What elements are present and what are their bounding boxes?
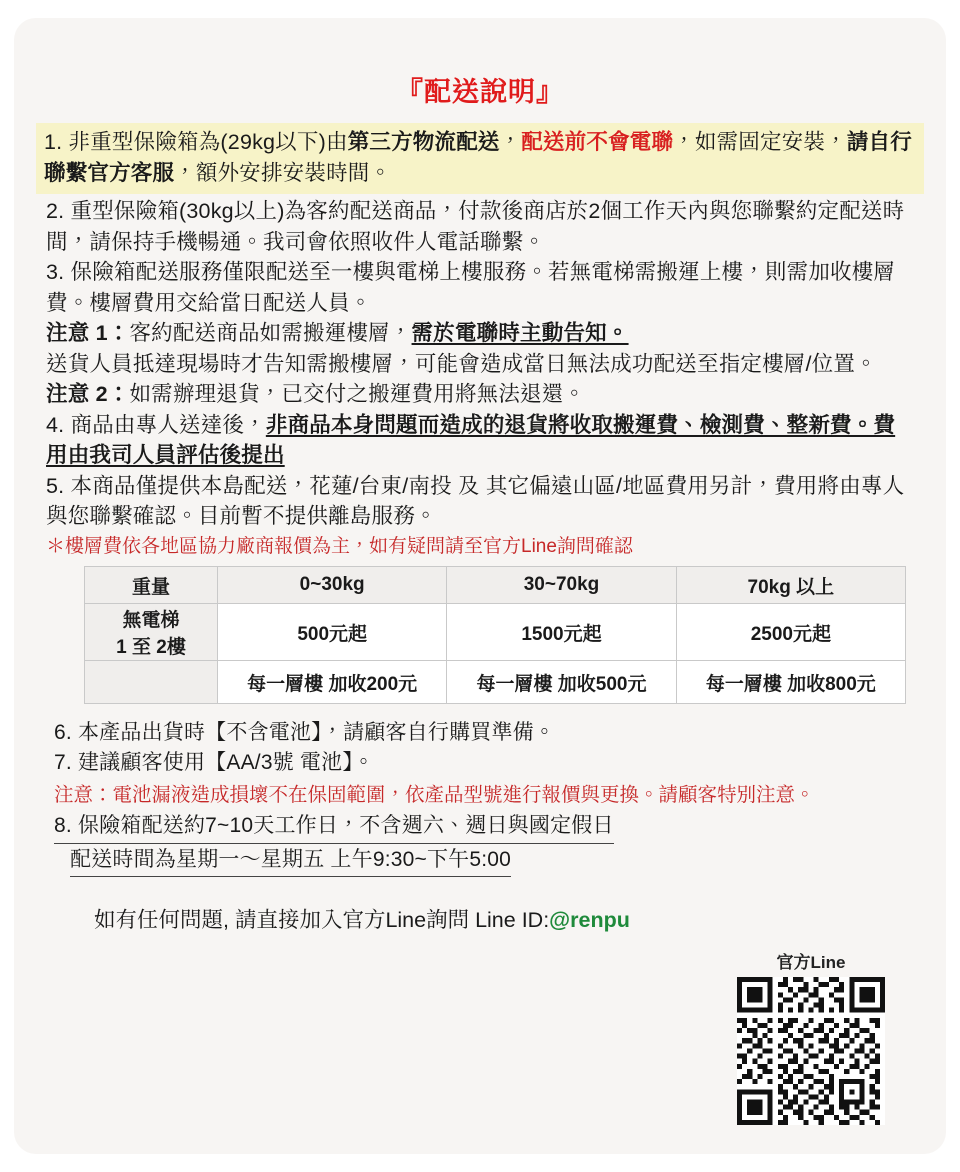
body-items-after-table bbox=[36, 718, 924, 934]
footer-contact-text: 如有任何問題, 請直接加入官方Line詢問 Line ID: bbox=[94, 908, 550, 933]
item-6 bbox=[54, 718, 914, 748]
item-1-part3: ，額外安排安裝時間。 bbox=[174, 160, 392, 185]
item-2 bbox=[46, 196, 914, 257]
note-1-sub: 送貨人員抵達現場時才告知需搬樓層，可能會造成當日無法成功配送至指定樓層/位置。 bbox=[46, 351, 877, 376]
table-header-weight: 重量 bbox=[85, 567, 218, 604]
item-8-number: 8. bbox=[54, 814, 72, 838]
item-3-number: 3. bbox=[46, 260, 65, 285]
item-7-number: 7. bbox=[54, 751, 72, 775]
item-8-main-wrap bbox=[54, 810, 914, 844]
note-2 bbox=[46, 379, 914, 410]
page-title: 『配送說明』 bbox=[396, 77, 564, 107]
table-cell-base-0-30: 500元起 bbox=[218, 604, 447, 661]
item-1-comma: ， bbox=[499, 130, 522, 154]
item-2-text: 重型保險箱(30kg以上)為客約配送商品，付款後商店於2個工作天內與您聯繫約定配送時間，請保持手機暢通。我司會依照收件人電話聯繫。 bbox=[46, 199, 905, 254]
qr-label: 官方Line bbox=[776, 953, 846, 972]
table-row bbox=[85, 661, 906, 704]
qr-code-icon[interactable] bbox=[737, 977, 885, 1125]
item-1-red-no-call: 配送前不會電聯 bbox=[521, 130, 674, 154]
item-5-number: 5. bbox=[46, 473, 65, 498]
body-items bbox=[36, 196, 924, 532]
item-4-text: 商品由專人送達後， bbox=[70, 412, 266, 437]
item-4-emphasis: 非商品本身問題而造成的退貨將收取搬運費、檢測費、整新費。費用由我司人員評估後提出 bbox=[46, 412, 896, 468]
highlighted-item-1 bbox=[36, 123, 924, 194]
table-header-row bbox=[85, 567, 906, 604]
item-1-text bbox=[44, 127, 916, 188]
table-header-70kg-up: 70kg 以上 bbox=[676, 567, 905, 604]
item-4-number: 4. bbox=[46, 412, 65, 437]
floor-fee-note: ＊樓層費依各地區協力廠商報價為主，如有疑問請至官方Line詢問確認 bbox=[46, 535, 633, 557]
item-8-main bbox=[54, 810, 614, 844]
item-1-number: 1. bbox=[44, 130, 63, 154]
row-label-line-2: 1 至 2樓 bbox=[116, 637, 186, 659]
note-1-emphasis: 需於電聯時主動告知。 bbox=[411, 321, 629, 346]
item-8 bbox=[54, 810, 914, 877]
official-line-qr-block bbox=[734, 948, 888, 1130]
battery-warning: 注意：電池漏液造成損壞不在保固範圍，依產品型號進行報價與更換。請顧客特別注意。 bbox=[54, 783, 815, 806]
item-8-sub-wrap bbox=[54, 844, 914, 878]
table-header-0-30kg: 0~30kg bbox=[218, 567, 447, 604]
table-cell-perfloor-70-up: 每一層樓 加收800元 bbox=[676, 661, 905, 704]
item-8-sub: 配送時間為星期一～星期五 上午9:30~下午5:00 bbox=[70, 844, 511, 878]
item-8-text: 保險箱配送約7~10天工作日，不含週六、週日與國定假日 bbox=[77, 814, 614, 838]
table-row-label-no-elevator bbox=[85, 604, 218, 661]
note-2-text: 如需辦理退貨，已交付之搬運費用將無法退還。 bbox=[129, 382, 586, 407]
table-header-30-70kg: 30~70kg bbox=[447, 567, 676, 604]
item-3-text: 保險箱配送服務僅限配送至一樓與電梯上樓服務。若無電梯需搬運上樓，則需加收樓層費。樓層費用交給當日配送人員。 bbox=[46, 260, 896, 315]
item-1-part1: 非重型保險箱為(29kg以下)由 bbox=[68, 130, 348, 154]
table-row bbox=[85, 604, 906, 661]
floor-fee-table bbox=[84, 566, 906, 704]
item-1-bold-contact-service: 請自行聯繫官方客服 bbox=[44, 130, 912, 185]
table-cell-empty bbox=[85, 661, 218, 704]
table-cell-perfloor-0-30: 每一層樓 加收200元 bbox=[218, 661, 447, 704]
item-7 bbox=[54, 748, 914, 778]
footer-contact bbox=[94, 903, 914, 934]
item-5-text: 本商品僅提供本島配送，花蓮/台東/南投 及 其它偏遠山區/地區費用另計，費用將由專人與您聯繫確認。目前暫不提供離島服務。 bbox=[46, 473, 905, 529]
note-2-label: 注意 2： bbox=[46, 382, 130, 407]
table-cell-base-30-70: 1500元起 bbox=[447, 604, 676, 661]
shipping-info-card bbox=[14, 18, 946, 1154]
table-cell-base-70-up: 2500元起 bbox=[676, 604, 905, 661]
item-4 bbox=[46, 410, 914, 471]
line-id[interactable]: @renpu bbox=[549, 908, 630, 933]
note-1 bbox=[46, 318, 914, 349]
item-6-number: 6. bbox=[54, 721, 72, 745]
item-5 bbox=[46, 471, 914, 532]
item-3 bbox=[46, 257, 914, 318]
item-1-part2: ，如需固定安裝， bbox=[673, 130, 847, 154]
item-1-bold-third-party: 第三方物流配送 bbox=[347, 130, 500, 154]
item-6-text: 本產品出貨時【不含電池】，請顧客自行購買準備。 bbox=[77, 721, 556, 745]
item-7-text: 建議顧客使用【AA/3號 電池】。 bbox=[77, 751, 375, 775]
table-cell-perfloor-30-70: 每一層樓 加收500元 bbox=[447, 661, 676, 704]
row-label-line-1: 無電梯 bbox=[122, 610, 180, 632]
item-2-number: 2. bbox=[46, 199, 65, 224]
note-1-text: 客約配送商品如需搬運樓層， bbox=[129, 321, 412, 346]
note-1-label: 注意 1： bbox=[46, 321, 130, 346]
